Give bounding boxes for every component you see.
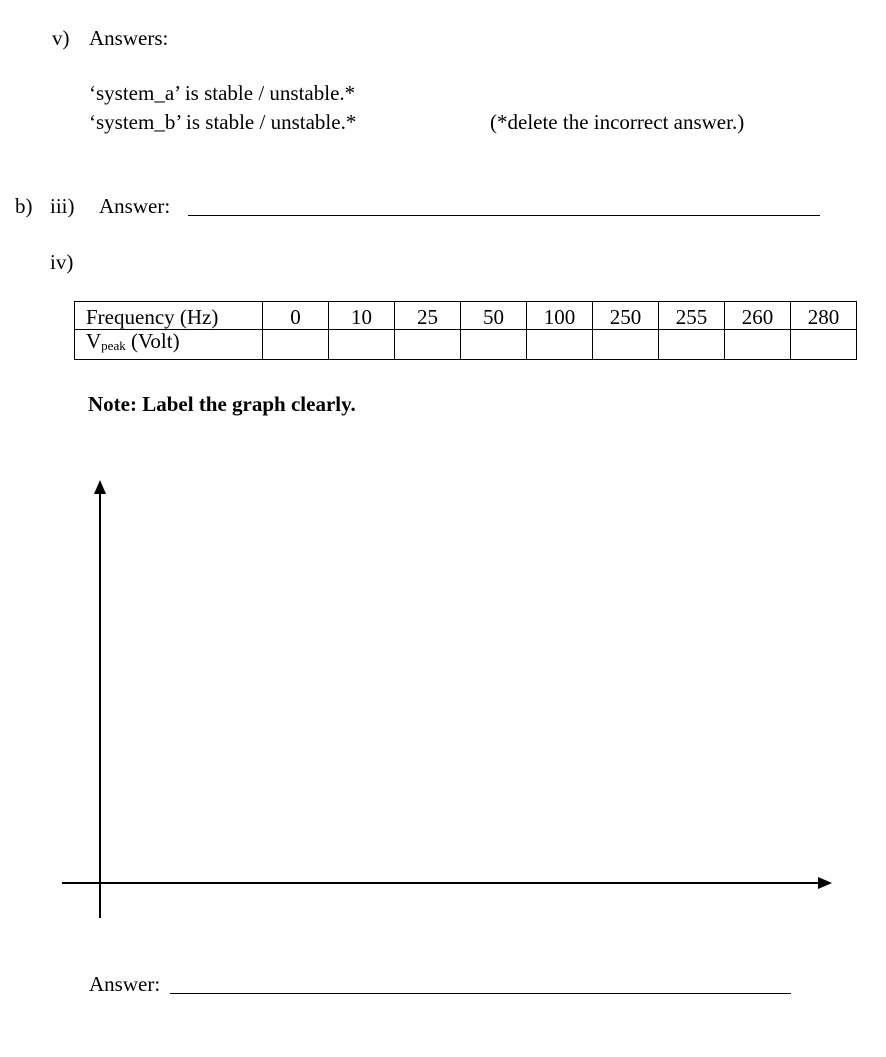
delete-incorrect-footnote: (*delete the incorrect answer.) bbox=[490, 110, 745, 134]
frequency-cell: 260 bbox=[725, 302, 791, 330]
final-answer-blank[interactable] bbox=[170, 993, 791, 994]
answers-heading: Answers: bbox=[89, 26, 169, 50]
frequency-cell: 100 bbox=[527, 302, 593, 330]
final-answer-label: Answer: bbox=[89, 972, 161, 996]
frequency-cell: 50 bbox=[461, 302, 527, 330]
frequency-cell: 280 bbox=[791, 302, 857, 330]
system-a-answer[interactable]: ‘system_a’ is stable / unstable.* bbox=[89, 81, 356, 105]
vpeak-subscript: peak bbox=[101, 338, 126, 353]
frequency-cell: 255 bbox=[659, 302, 725, 330]
section-v-label: v) bbox=[52, 26, 70, 50]
frequency-cell: 0 bbox=[263, 302, 329, 330]
x-axis-arrow-icon bbox=[818, 877, 832, 889]
frequency-cell: 10 bbox=[329, 302, 395, 330]
section-b-label: b) bbox=[15, 194, 33, 218]
section-iii-label: iii) bbox=[50, 194, 75, 218]
frequency-cell: 250 bbox=[593, 302, 659, 330]
iii-answer-label: Answer: bbox=[99, 194, 171, 218]
frequency-header: Frequency (Hz) bbox=[75, 302, 263, 330]
y-axis-arrow-icon bbox=[94, 480, 106, 494]
vpeak-symbol: V bbox=[86, 329, 102, 353]
vpeak-unit: (Volt) bbox=[125, 329, 180, 353]
system-b-answer[interactable]: ‘system_b’ is stable / unstable.* bbox=[89, 110, 357, 134]
frequency-cell: 25 bbox=[395, 302, 461, 330]
graph-note: Note: Label the graph clearly. bbox=[88, 392, 356, 416]
section-iv-label: iv) bbox=[50, 250, 74, 274]
